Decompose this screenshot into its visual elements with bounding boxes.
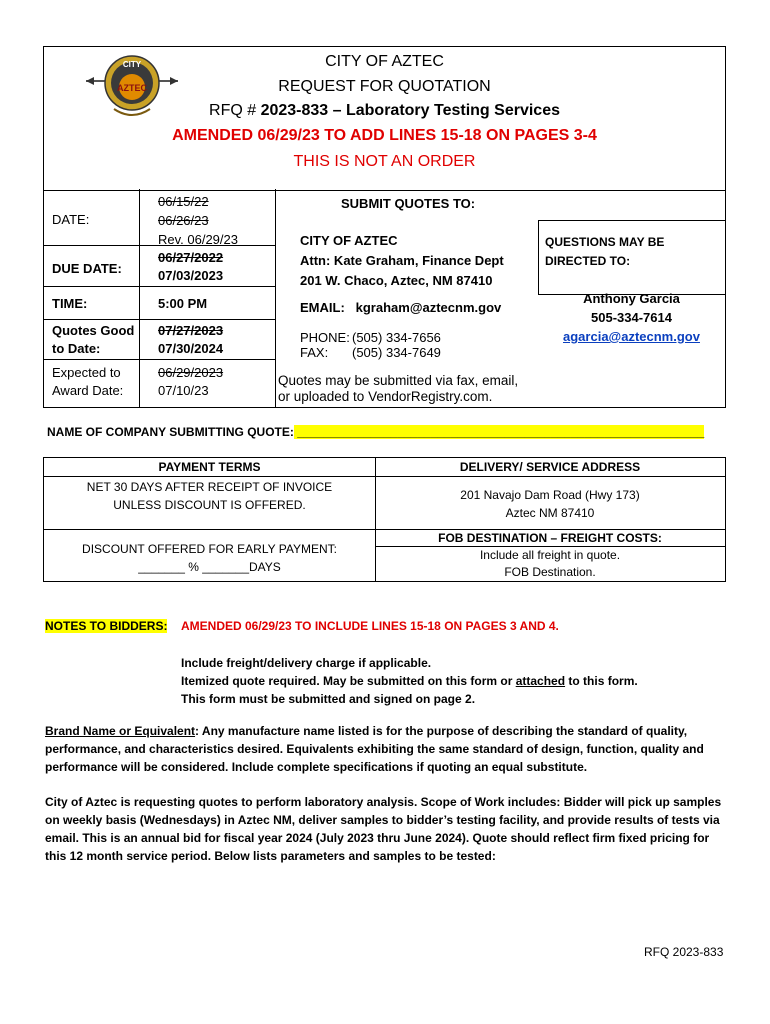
time-value: 5:00 PM bbox=[158, 296, 208, 311]
due-date-original: 06/27/2022 bbox=[158, 250, 224, 265]
notes-line2-b: to this form. bbox=[565, 674, 638, 688]
header-rfq bbox=[44, 102, 725, 120]
header-request: REQUEST FOR QUOTATION bbox=[278, 78, 491, 95]
questions-line1: QUESTIONS MAY BE bbox=[545, 235, 665, 249]
delivery-line1: 201 Navajo Dam Road (Hwy 173) bbox=[460, 488, 640, 502]
due-date-current: 07/03/2023 bbox=[158, 268, 224, 283]
email-value[interactable]: kgraham@aztecnm.gov bbox=[355, 300, 502, 315]
date-label: DATE: bbox=[52, 212, 90, 227]
payment-terms-line1: NET 30 DAYS AFTER RECEIPT OF INVOICE bbox=[86, 480, 333, 494]
discount-text bbox=[44, 540, 375, 576]
company-line bbox=[47, 425, 704, 439]
email-label: EMAIL: bbox=[300, 300, 345, 315]
notes-list bbox=[181, 654, 638, 708]
company-label: NAME OF COMPANY SUBMITTING QUOTE: bbox=[47, 425, 294, 439]
award-current: 07/10/23 bbox=[158, 383, 209, 398]
quotes-good-label-line2: to Date: bbox=[52, 341, 101, 356]
quotes-good-label bbox=[52, 322, 134, 358]
fob-header: FOB DESTINATION – FREIGHT COSTS: bbox=[438, 531, 662, 545]
notes-line2 bbox=[181, 672, 638, 690]
notes-label-text: NOTES TO BIDDERS: bbox=[45, 619, 168, 633]
contact-email-link[interactable]: agarcia@aztecnm.gov bbox=[563, 329, 700, 344]
fax-value: (505) 334-7649 bbox=[352, 345, 441, 360]
phone-value: (505) 334-7656 bbox=[352, 330, 441, 345]
delivery-line2: Aztec NM 87410 bbox=[505, 506, 595, 520]
notes-line2-attached: attached bbox=[515, 674, 566, 688]
date-values bbox=[158, 192, 238, 249]
submit-address-line3: 201 W. Chaco, Aztec, NM 87410 bbox=[300, 273, 493, 288]
quotes-good-label-line1: Quotes Good bbox=[52, 323, 135, 338]
scope-paragraph: City of Aztec is requesting quotes to perform laboratory analysis. Scope of Work includes: Bidder will pick up samples on weekly basis (Wednesdays) in Aztec NM, deliver samples to bidder’s testing facility, and provide results of tests via email. This is an annual bid for fiscal year 2024 (July 2023 thru June 2024). Quote should reflect firm fixed pricing for this 12 month service period. Below lists parameters and samples to be tested: bbox=[45, 795, 722, 863]
award-original: 06/29/2023 bbox=[158, 365, 224, 380]
delivery-text bbox=[375, 486, 725, 522]
svg-text:AZTEC: AZTEC bbox=[117, 83, 147, 93]
award-label-line1: Expected to bbox=[52, 365, 121, 380]
due-date-values bbox=[158, 249, 223, 285]
award-label-line2: Award Date: bbox=[52, 383, 124, 398]
delivery-header: DELIVERY/ SERVICE ADDRESS bbox=[459, 460, 641, 474]
payment-table bbox=[43, 457, 726, 582]
phone-fax bbox=[300, 330, 441, 360]
submit-address bbox=[300, 231, 504, 291]
date-value-current: Rev. 06/29/23 bbox=[158, 232, 238, 247]
svg-text:CITY: CITY bbox=[122, 60, 142, 69]
questions-label bbox=[545, 233, 664, 271]
header-box bbox=[43, 46, 726, 191]
header-city: CITY OF AZTEC bbox=[325, 53, 444, 70]
submit-note-line1: Quotes may be submitted via fax, email, bbox=[278, 373, 519, 388]
quotes-good-original: 07/27/2023 bbox=[158, 323, 224, 338]
phone-label: PHONE: bbox=[300, 330, 350, 345]
submit-address-line1: CITY OF AZTEC bbox=[300, 233, 398, 248]
header-not-order: THIS IS NOT AN ORDER bbox=[293, 153, 476, 170]
notes-label bbox=[45, 619, 167, 633]
rfq-prefix: RFQ # bbox=[209, 102, 261, 119]
discount-blanks[interactable]: _______ % _______DAYS bbox=[138, 560, 281, 574]
due-date-label: DUE DATE: bbox=[52, 261, 122, 276]
contact-name: Anthony Garcia bbox=[583, 291, 680, 306]
contact-block bbox=[538, 289, 725, 346]
brand-title: Brand Name or Equivalent bbox=[45, 724, 196, 738]
brand-paragraph bbox=[45, 722, 728, 776]
footer-ref: RFQ 2023-833 bbox=[644, 945, 724, 959]
submit-note-line2: or uploaded to VendorRegistry.com. bbox=[278, 389, 493, 404]
email-row bbox=[300, 299, 501, 317]
brand-text: : Any manufacture name listed is for the purpose of describing the standard of quality, performance, and characteristics desired. Equivalents exhibiting the same standard of design, function, quality and performance will be considered. Include complete specifications if quoting an equal substitute. bbox=[45, 724, 704, 774]
award-values bbox=[158, 364, 223, 400]
submit-header: SUBMIT QUOTES TO: bbox=[341, 196, 476, 211]
questions-line2: DIRECTED TO: bbox=[545, 254, 631, 268]
date-value-original: 06/15/22 bbox=[158, 194, 209, 209]
time-label: TIME: bbox=[52, 296, 88, 311]
notes-line2-a: Itemized quote required. May be submitted on this form or bbox=[181, 674, 516, 688]
rfq-title: 2023-833 – Laboratory Testing Services bbox=[260, 102, 560, 119]
discount-line1: DISCOUNT OFFERED FOR EARLY PAYMENT: bbox=[82, 542, 337, 556]
fob-line2: FOB Destination. bbox=[504, 565, 596, 579]
quotes-good-values bbox=[158, 322, 223, 358]
contact-phone: 505-334-7614 bbox=[591, 310, 672, 325]
fob-line1: Include all freight in quote. bbox=[479, 548, 621, 562]
fob-text bbox=[375, 547, 725, 581]
quotes-good-current: 07/30/2024 bbox=[158, 341, 224, 356]
date-value-revised: 06/26/23 bbox=[158, 213, 209, 228]
payment-terms-header: PAYMENT TERMS bbox=[158, 460, 261, 474]
payment-terms-line2: UNLESS DISCOUNT IS OFFERED. bbox=[113, 498, 306, 512]
header-amended: AMENDED 06/29/23 TO ADD LINES 15-18 ON PAGES 3-4 bbox=[172, 127, 597, 144]
payment-terms-text bbox=[44, 478, 375, 514]
notes-amended: AMENDED 06/29/23 TO INCLUDE LINES 15-18 ON PAGES 3 AND 4. bbox=[181, 619, 559, 633]
fax-label: FAX: bbox=[300, 345, 329, 360]
notes-line1: Include freight/delivery charge if applicable. bbox=[181, 656, 432, 670]
submit-address-line2: Attn: Kate Graham, Finance Dept bbox=[300, 253, 504, 268]
award-label bbox=[52, 364, 123, 400]
notes-line3: This form must be submitted and signed on page 2. bbox=[181, 692, 476, 706]
info-grid bbox=[43, 189, 726, 408]
submit-note bbox=[278, 373, 518, 405]
company-name-blank[interactable]: _____________________________________________________________ bbox=[293, 425, 705, 439]
